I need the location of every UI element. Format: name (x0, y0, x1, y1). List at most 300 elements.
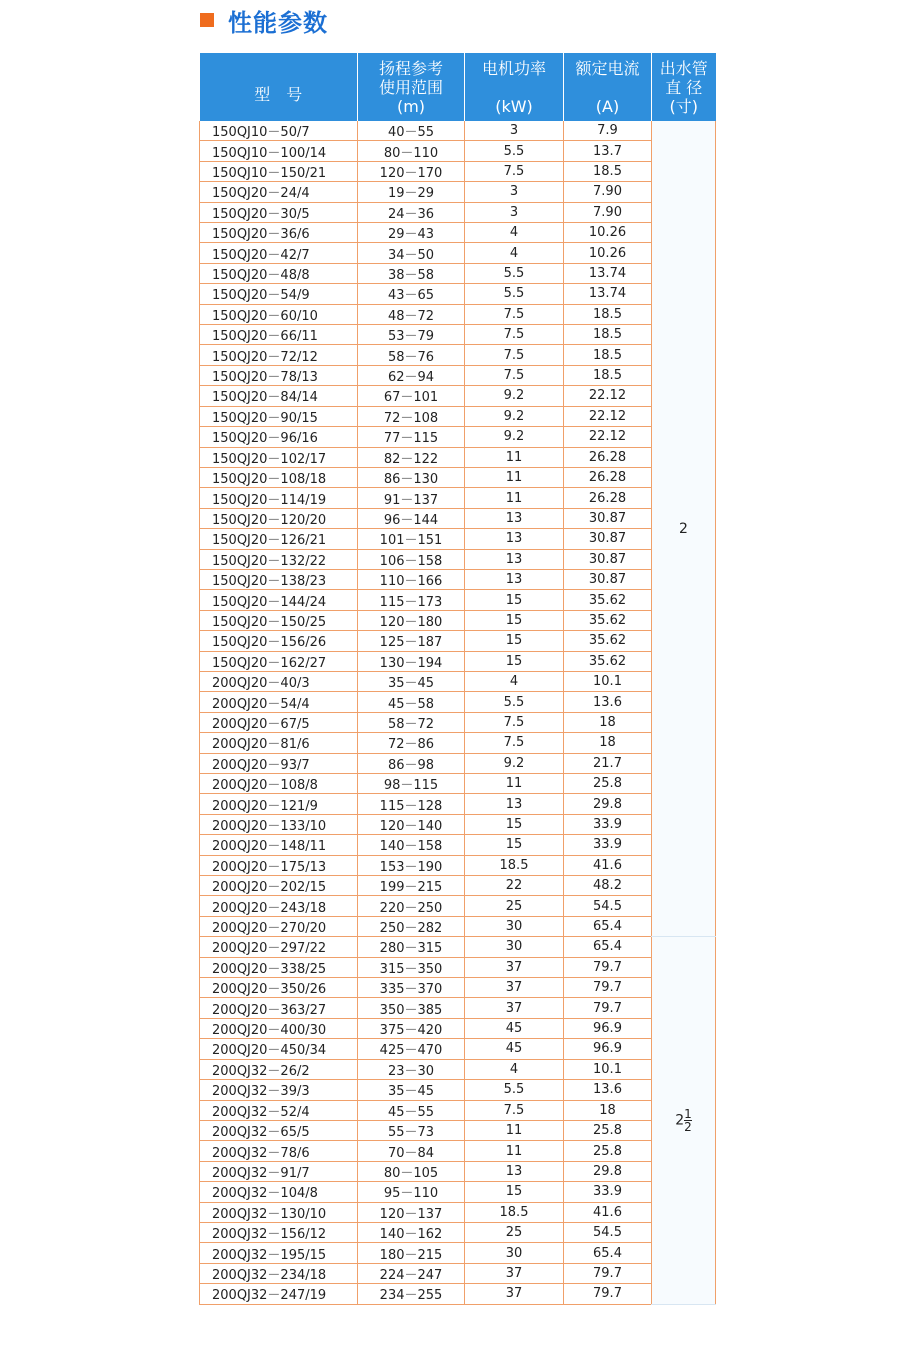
current-cell: 30.87 (564, 529, 652, 549)
head-range-cell: 106－158 (358, 549, 465, 569)
power-cell: 5.5 (465, 141, 564, 161)
current-cell: 25.8 (564, 774, 652, 794)
model-cell: 200QJ20－450/34 (200, 1039, 358, 1059)
table-row (200, 896, 716, 916)
model-cell: 200QJ32－104/8 (200, 1182, 358, 1202)
table-row (200, 569, 716, 589)
head-range-cell: 98－115 (358, 774, 465, 794)
table-row (200, 1161, 716, 1181)
power-cell: 7.5 (465, 712, 564, 732)
model-cell: 200QJ20－400/30 (200, 1018, 358, 1038)
model-cell: 150QJ20－66/11 (200, 325, 358, 345)
model-cell: 200QJ20－148/11 (200, 835, 358, 855)
table-row (200, 1284, 716, 1304)
current-cell: 25.8 (564, 1141, 652, 1161)
head-range-cell: 234－255 (358, 1284, 465, 1304)
header-model: 型 号 (200, 53, 358, 121)
table-row (200, 202, 716, 222)
model-cell: 200QJ20－175/13 (200, 855, 358, 875)
model-cell: 150QJ20－42/7 (200, 243, 358, 263)
table-row (200, 1059, 716, 1079)
head-range-cell: 55－73 (358, 1120, 465, 1140)
current-cell: 18 (564, 1100, 652, 1120)
head-range-cell: 120－170 (358, 161, 465, 181)
table-row (200, 1141, 716, 1161)
current-cell: 18.5 (564, 325, 652, 345)
table-row (200, 692, 716, 712)
table-row (200, 508, 716, 528)
power-cell: 4 (465, 671, 564, 691)
pipe-fraction-num: 1 (684, 1106, 692, 1121)
power-cell: 3 (465, 121, 564, 141)
table-row (200, 284, 716, 304)
head-range-cell: 120－180 (358, 610, 465, 630)
head-range-cell: 120－137 (358, 1202, 465, 1222)
current-cell: 26.28 (564, 447, 652, 467)
model-cell: 200QJ32－156/12 (200, 1222, 358, 1242)
model-cell: 150QJ20－138/23 (200, 569, 358, 589)
current-cell: 7.90 (564, 182, 652, 202)
head-range-cell: 58－76 (358, 345, 465, 365)
model-cell: 200QJ20－363/27 (200, 998, 358, 1018)
power-cell: 37 (465, 998, 564, 1018)
table-row (200, 121, 716, 141)
power-cell: 7.5 (465, 365, 564, 385)
header-head: 扬程参考 使用范围 (m) (358, 53, 465, 121)
model-cell: 200QJ20－67/5 (200, 712, 358, 732)
table-row (200, 304, 716, 324)
model-cell: 200QJ20－297/22 (200, 937, 358, 957)
power-cell: 37 (465, 957, 564, 977)
model-cell: 150QJ20－150/25 (200, 610, 358, 630)
head-range-cell: 125－187 (358, 631, 465, 651)
pipe-whole: 2 (675, 1112, 685, 1129)
model-cell: 200QJ20－40/3 (200, 671, 358, 691)
head-range-cell: 425－470 (358, 1039, 465, 1059)
power-cell: 4 (465, 223, 564, 243)
power-cell: 15 (465, 590, 564, 610)
power-cell: 45 (465, 1018, 564, 1038)
current-cell: 10.1 (564, 671, 652, 691)
model-cell: 200QJ32－26/2 (200, 1059, 358, 1079)
pipe-diameter-cell: 2 (652, 121, 716, 937)
current-cell: 65.4 (564, 1243, 652, 1263)
table-row (200, 916, 716, 936)
current-cell: 79.7 (564, 998, 652, 1018)
current-cell: 18 (564, 733, 652, 753)
power-cell: 3 (465, 202, 564, 222)
table-row (200, 835, 716, 855)
table-row (200, 1222, 716, 1242)
head-range-cell: 199－215 (358, 876, 465, 896)
model-cell: 200QJ20－81/6 (200, 733, 358, 753)
power-cell: 7.5 (465, 1100, 564, 1120)
current-cell: 13.6 (564, 1080, 652, 1100)
pipe-diameter-cell (652, 937, 716, 1304)
current-cell: 30.87 (564, 549, 652, 569)
power-cell: 7.5 (465, 161, 564, 181)
power-cell: 9.2 (465, 406, 564, 426)
table-row (200, 182, 716, 202)
current-cell: 65.4 (564, 937, 652, 957)
head-range-cell: 29－43 (358, 223, 465, 243)
power-cell: 9.2 (465, 753, 564, 773)
current-cell: 10.26 (564, 223, 652, 243)
power-cell: 13 (465, 529, 564, 549)
head-range-cell: 250－282 (358, 916, 465, 936)
model-cell: 200QJ32－195/15 (200, 1243, 358, 1263)
table-row (200, 998, 716, 1018)
head-range-cell: 48－72 (358, 304, 465, 324)
power-cell: 5.5 (465, 284, 564, 304)
table-row (200, 1018, 716, 1038)
head-range-cell: 80－110 (358, 141, 465, 161)
table-row (200, 1120, 716, 1140)
head-range-cell: 38－58 (358, 263, 465, 283)
model-cell: 200QJ32－78/6 (200, 1141, 358, 1161)
section-title-text: 性能参数 (228, 8, 328, 37)
model-cell: 200QJ32－39/3 (200, 1080, 358, 1100)
head-range-cell: 130－194 (358, 651, 465, 671)
orange-square-icon (200, 13, 214, 27)
table-row (200, 671, 716, 691)
model-cell: 200QJ20－108/8 (200, 774, 358, 794)
table-row (200, 610, 716, 630)
table-row (200, 774, 716, 794)
current-cell: 54.5 (564, 1222, 652, 1242)
power-cell: 37 (465, 978, 564, 998)
head-range-cell: 34－50 (358, 243, 465, 263)
current-cell: 29.8 (564, 1161, 652, 1181)
power-cell: 4 (465, 1059, 564, 1079)
head-range-cell: 45－55 (358, 1100, 465, 1120)
power-cell: 11 (465, 447, 564, 467)
current-cell: 35.62 (564, 651, 652, 671)
current-cell: 18.5 (564, 365, 652, 385)
current-cell: 41.6 (564, 1202, 652, 1222)
current-cell: 79.7 (564, 1284, 652, 1304)
power-cell: 15 (465, 835, 564, 855)
current-cell: 10.26 (564, 243, 652, 263)
pipe-fraction-den: 2 (684, 1119, 692, 1134)
head-range-cell: 180－215 (358, 1243, 465, 1263)
model-cell: 200QJ20－338/25 (200, 957, 358, 977)
model-cell: 150QJ20－60/10 (200, 304, 358, 324)
head-range-cell: 58－72 (358, 712, 465, 732)
current-cell: 96.9 (564, 1018, 652, 1038)
model-cell: 150QJ20－96/16 (200, 427, 358, 447)
table-row (200, 1202, 716, 1222)
power-cell: 45 (465, 1039, 564, 1059)
head-range-cell: 280－315 (358, 937, 465, 957)
head-range-cell: 140－158 (358, 835, 465, 855)
head-range-cell: 67－101 (358, 386, 465, 406)
table-row (200, 549, 716, 569)
head-range-cell: 23－30 (358, 1059, 465, 1079)
head-range-cell: 70－84 (358, 1141, 465, 1161)
current-cell: 13.6 (564, 692, 652, 712)
model-cell: 200QJ32－130/10 (200, 1202, 358, 1222)
power-cell: 7.5 (465, 733, 564, 753)
current-cell: 13.74 (564, 263, 652, 283)
current-cell: 35.62 (564, 610, 652, 630)
current-cell: 33.9 (564, 814, 652, 834)
current-cell: 25.8 (564, 1120, 652, 1140)
current-cell: 35.62 (564, 631, 652, 651)
current-cell: 7.90 (564, 202, 652, 222)
head-range-cell: 350－385 (358, 998, 465, 1018)
head-range-cell: 120－140 (358, 814, 465, 834)
power-cell: 9.2 (465, 427, 564, 447)
power-cell: 30 (465, 937, 564, 957)
model-cell: 200QJ20－202/15 (200, 876, 358, 896)
current-cell: 18.5 (564, 345, 652, 365)
table-row (200, 1080, 716, 1100)
power-cell: 7.5 (465, 345, 564, 365)
power-cell: 11 (465, 1120, 564, 1140)
head-range-cell: 82－122 (358, 447, 465, 467)
table-row (200, 590, 716, 610)
power-cell: 13 (465, 549, 564, 569)
table-row (200, 876, 716, 896)
model-cell: 200QJ20－54/4 (200, 692, 358, 712)
current-cell: 21.7 (564, 753, 652, 773)
head-range-cell: 24－36 (358, 202, 465, 222)
table-row (200, 1263, 716, 1283)
table-row (200, 651, 716, 671)
table-row (200, 733, 716, 753)
model-cell: 200QJ20－93/7 (200, 753, 358, 773)
current-cell: 33.9 (564, 1182, 652, 1202)
head-range-cell: 77－115 (358, 427, 465, 447)
head-range-cell: 72－108 (358, 406, 465, 426)
power-cell: 5.5 (465, 692, 564, 712)
table-row (200, 223, 716, 243)
current-cell: 22.12 (564, 386, 652, 406)
power-cell: 5.5 (465, 1080, 564, 1100)
power-cell: 37 (465, 1263, 564, 1283)
current-cell: 18.5 (564, 304, 652, 324)
model-cell: 150QJ20－36/6 (200, 223, 358, 243)
table-row (200, 794, 716, 814)
head-range-cell: 53－79 (358, 325, 465, 345)
current-cell: 96.9 (564, 1039, 652, 1059)
table-body (200, 121, 716, 1304)
head-range-cell: 224－247 (358, 1263, 465, 1283)
model-cell: 200QJ20－270/20 (200, 916, 358, 936)
head-range-cell: 101－151 (358, 529, 465, 549)
current-cell: 22.12 (564, 406, 652, 426)
section-title (200, 4, 328, 36)
table-row (200, 467, 716, 487)
power-cell: 15 (465, 651, 564, 671)
table-row (200, 753, 716, 773)
current-cell: 35.62 (564, 590, 652, 610)
current-cell: 10.1 (564, 1059, 652, 1079)
table-row (200, 957, 716, 977)
current-cell: 29.8 (564, 794, 652, 814)
table-row (200, 325, 716, 345)
head-range-cell: 140－162 (358, 1222, 465, 1242)
power-cell: 37 (465, 1284, 564, 1304)
model-cell: 150QJ20－156/26 (200, 631, 358, 651)
header-row (200, 53, 716, 121)
header-pipe-diameter: 出水管 直 径 (寸) (652, 53, 716, 121)
current-cell: 54.5 (564, 896, 652, 916)
current-cell: 13.74 (564, 284, 652, 304)
current-cell: 65.4 (564, 916, 652, 936)
table-row (200, 1100, 716, 1120)
head-range-cell: 86－130 (358, 467, 465, 487)
model-cell: 200QJ20－121/9 (200, 794, 358, 814)
head-range-cell: 91－137 (358, 488, 465, 508)
table-row (200, 937, 716, 957)
current-cell: 48.2 (564, 876, 652, 896)
head-range-cell: 72－86 (358, 733, 465, 753)
table-row (200, 345, 716, 365)
current-cell: 22.12 (564, 427, 652, 447)
power-cell: 22 (465, 876, 564, 896)
header-power: 电机功率 (kW) (465, 53, 564, 121)
power-cell: 25 (465, 1222, 564, 1242)
table-row (200, 365, 716, 385)
table-row (200, 263, 716, 283)
power-cell: 15 (465, 610, 564, 630)
power-cell: 15 (465, 1182, 564, 1202)
power-cell: 30 (465, 916, 564, 936)
model-cell: 200QJ20－350/26 (200, 978, 358, 998)
power-cell: 18.5 (465, 855, 564, 875)
power-cell: 13 (465, 508, 564, 528)
head-range-cell: 62－94 (358, 365, 465, 385)
head-range-cell: 220－250 (358, 896, 465, 916)
power-cell: 13 (465, 1161, 564, 1181)
head-range-cell: 115－173 (358, 590, 465, 610)
table-row (200, 447, 716, 467)
model-cell: 150QJ20－84/14 (200, 386, 358, 406)
power-cell: 13 (465, 794, 564, 814)
head-range-cell: 110－166 (358, 569, 465, 589)
table-row (200, 712, 716, 732)
current-cell: 26.28 (564, 467, 652, 487)
model-cell: 150QJ20－114/19 (200, 488, 358, 508)
power-cell: 5.5 (465, 263, 564, 283)
power-cell: 11 (465, 488, 564, 508)
power-cell: 15 (465, 631, 564, 651)
power-cell: 9.2 (465, 386, 564, 406)
table-row (200, 427, 716, 447)
table-row (200, 631, 716, 651)
power-cell: 7.5 (465, 304, 564, 324)
model-cell: 200QJ32－65/5 (200, 1120, 358, 1140)
table-row (200, 1182, 716, 1202)
table-row (200, 243, 716, 263)
model-cell: 150QJ20－126/21 (200, 529, 358, 549)
model-cell: 150QJ20－24/4 (200, 182, 358, 202)
power-cell: 30 (465, 1243, 564, 1263)
model-cell: 150QJ20－72/12 (200, 345, 358, 365)
current-cell: 7.9 (564, 121, 652, 141)
power-cell: 11 (465, 774, 564, 794)
performance-table (199, 53, 716, 1305)
table-row (200, 386, 716, 406)
model-cell: 150QJ20－48/8 (200, 263, 358, 283)
model-cell: 150QJ20－54/9 (200, 284, 358, 304)
power-cell: 11 (465, 1141, 564, 1161)
current-cell: 18 (564, 712, 652, 732)
model-cell: 150QJ20－90/15 (200, 406, 358, 426)
table-row (200, 488, 716, 508)
table-row (200, 814, 716, 834)
model-cell: 200QJ20－133/10 (200, 814, 358, 834)
power-cell: 11 (465, 467, 564, 487)
model-cell: 150QJ20－30/5 (200, 202, 358, 222)
head-range-cell: 115－128 (358, 794, 465, 814)
power-cell: 13 (465, 569, 564, 589)
current-cell: 79.7 (564, 1263, 652, 1283)
model-cell: 150QJ10－100/14 (200, 141, 358, 161)
table-row (200, 855, 716, 875)
current-cell: 79.7 (564, 978, 652, 998)
current-cell: 30.87 (564, 508, 652, 528)
model-cell: 150QJ20－102/17 (200, 447, 358, 467)
model-cell: 200QJ32－247/19 (200, 1284, 358, 1304)
head-range-cell: 95－110 (358, 1182, 465, 1202)
head-range-cell: 375－420 (358, 1018, 465, 1038)
power-cell: 25 (465, 896, 564, 916)
head-range-cell: 96－144 (358, 508, 465, 528)
head-range-cell: 35－45 (358, 671, 465, 691)
table-row (200, 141, 716, 161)
model-cell: 200QJ32－234/18 (200, 1263, 358, 1283)
current-cell: 33.9 (564, 835, 652, 855)
current-cell: 26.28 (564, 488, 652, 508)
table-row (200, 406, 716, 426)
model-cell: 150QJ10－50/7 (200, 121, 358, 141)
current-cell: 13.7 (564, 141, 652, 161)
table-row (200, 161, 716, 181)
head-range-cell: 153－190 (358, 855, 465, 875)
head-range-cell: 86－98 (358, 753, 465, 773)
table-row (200, 978, 716, 998)
model-cell: 200QJ32－52/4 (200, 1100, 358, 1120)
model-cell: 200QJ32－91/7 (200, 1161, 358, 1181)
model-cell: 150QJ20－162/27 (200, 651, 358, 671)
power-cell: 3 (465, 182, 564, 202)
table-row (200, 1039, 716, 1059)
current-cell: 41.6 (564, 855, 652, 875)
table-row (200, 1243, 716, 1263)
table-row (200, 529, 716, 549)
current-cell: 79.7 (564, 957, 652, 977)
head-range-cell: 35－45 (358, 1080, 465, 1100)
model-cell: 150QJ20－120/20 (200, 508, 358, 528)
power-cell: 15 (465, 814, 564, 834)
model-cell: 150QJ20－78/13 (200, 365, 358, 385)
model-cell: 150QJ20－108/18 (200, 467, 358, 487)
head-range-cell: 315－350 (358, 957, 465, 977)
model-cell: 150QJ20－144/24 (200, 590, 358, 610)
current-cell: 18.5 (564, 161, 652, 181)
model-cell: 150QJ10－150/21 (200, 161, 358, 181)
header-current: 额定电流 (A) (564, 53, 652, 121)
head-range-cell: 335－370 (358, 978, 465, 998)
model-cell: 200QJ20－243/18 (200, 896, 358, 916)
power-cell: 18.5 (465, 1202, 564, 1222)
head-range-cell: 43－65 (358, 284, 465, 304)
pipe-fraction (684, 1108, 692, 1133)
power-cell: 4 (465, 243, 564, 263)
